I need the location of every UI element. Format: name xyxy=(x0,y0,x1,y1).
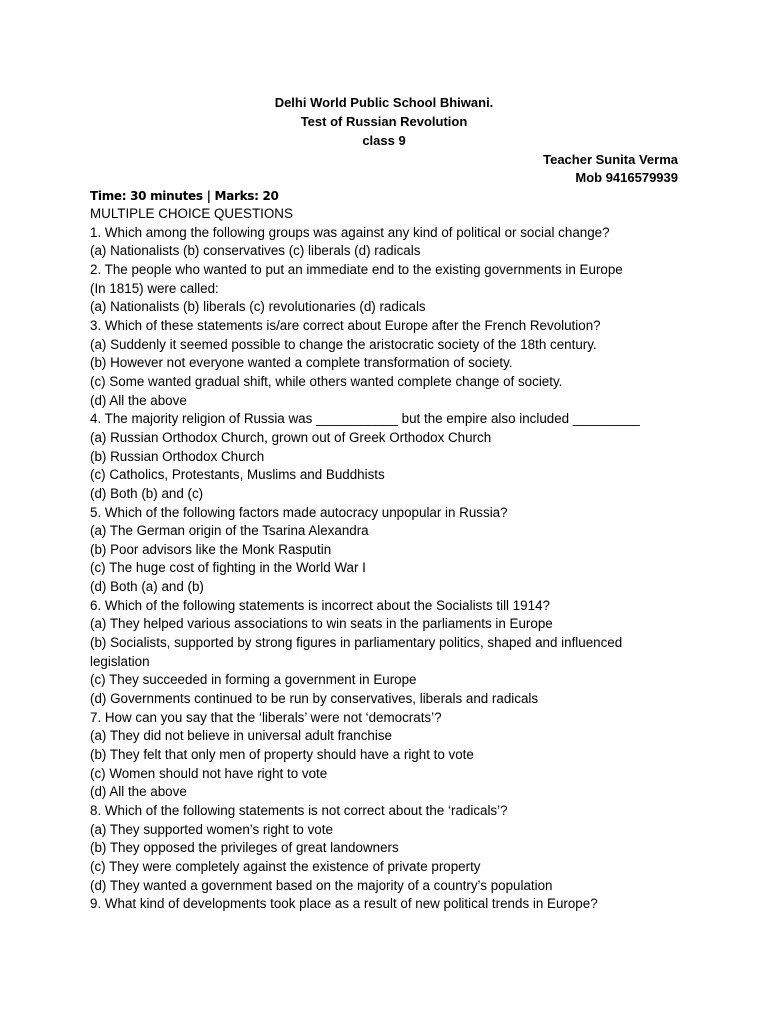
answer-options: (a) Nationalists (b) liberals (c) revolutionaries (d) radicals xyxy=(90,299,426,315)
answer-option: (a) They helped various associations to win seats in the parliaments in Europe xyxy=(90,616,553,632)
question-text: 6. Which of the following statements is incorrect about the Socialists till 1914? xyxy=(90,597,550,613)
answer-option: (a) They did not believe in universal adult franchise xyxy=(90,728,392,744)
answer-option: (a) They supported women’s right to vote xyxy=(90,821,333,837)
answer-option: (c) They were completely against the existence of private property xyxy=(90,858,481,874)
answer-option: (b) They felt that only men of property should have a right to vote xyxy=(90,747,474,763)
answer-option: (c) The huge cost of fighting in the World War I xyxy=(90,560,366,576)
answer-option: (b) Russian Orthodox Church xyxy=(90,448,265,464)
answer-option: (a) Suddenly it seemed possible to change the aristocratic society of the 18th century. xyxy=(90,336,597,352)
answer-option: (a) Russian Orthodox Church, grown out of Greek Orthodox Church xyxy=(90,429,492,445)
school-name: Delhi World Public School Bhiwani. xyxy=(274,95,494,110)
class-label: class 9 xyxy=(362,133,406,148)
teacher-name: Teacher Sunita Verma xyxy=(543,152,678,167)
answer-option: (d) All the above xyxy=(90,392,187,408)
answer-option: (c) Women should not have right to vote xyxy=(90,765,328,781)
answer-option: (c) They succeeded in forming a government in Europe xyxy=(90,672,417,688)
question-text: 5. Which of the following factors made autocracy unpopular in Russia? xyxy=(90,504,508,520)
answer-option: (d) All the above xyxy=(90,784,187,800)
answer-option: (c) Some wanted gradual shift, while others wanted complete change of society. xyxy=(90,373,563,389)
question-text: 8. Which of the following statements is not correct about the ‘radicals’? xyxy=(90,803,508,818)
answer-option: (b) Poor advisors like the Monk Rasputin xyxy=(90,541,332,557)
answer-option: (d) Both (a) and (b) xyxy=(90,579,204,595)
question-text: (In 1815) were called: xyxy=(90,280,219,296)
question-text: 4. The majority religion of Russia was ___________ but the empire also included _________ xyxy=(90,411,640,427)
question-text: 3. Which of these statements is/are correct about Europe after the French Revolution? xyxy=(90,317,601,333)
question-text: 1. Which among the following groups was against any kind of political or social change? xyxy=(90,224,610,240)
answer-option: legislation xyxy=(90,653,150,669)
question-text: 2. The people who wanted to put an immediate end to the existing governments in Europe xyxy=(90,261,623,277)
answer-option: (b) Socialists, supported by strong figures in parliamentary politics, shaped and influenced xyxy=(90,635,623,651)
answer-options: (a) Nationalists (b) conservatives (c) liberals (d) radicals xyxy=(90,243,421,259)
section-heading: MULTIPLE CHOICE QUESTIONS xyxy=(90,206,293,221)
answer-option: (d) Governments continued to be run by conservatives, liberals and radicals xyxy=(90,691,539,707)
teacher-mobile: Mob 9416579939 xyxy=(575,170,678,185)
answer-option: (b) They opposed the privileges of great landowners xyxy=(90,840,399,856)
test-title: Test of Russian Revolution xyxy=(300,114,468,129)
answer-option: (c) Catholics, Protestants, Muslims and Buddhists xyxy=(90,467,385,483)
answer-option: (a) The German origin of the Tsarina Alexandra xyxy=(90,523,369,539)
answer-option: (d) Both (b) and (c) xyxy=(90,485,204,501)
question-body xyxy=(90,205,690,914)
question-text: 9. What kind of developments took place as a result of new political trends in Europe? xyxy=(90,896,598,912)
question-text: 7. How can you say that the ‘liberals’ were not ‘democrats’? xyxy=(90,709,442,725)
time-and-marks: Time: 30 minutes | Marks: 20 xyxy=(90,189,279,203)
answer-option: (b) However not everyone wanted a complete transformation of society. xyxy=(90,355,513,371)
answer-option: (d) They wanted a government based on the majority of a country’s population xyxy=(90,877,553,893)
